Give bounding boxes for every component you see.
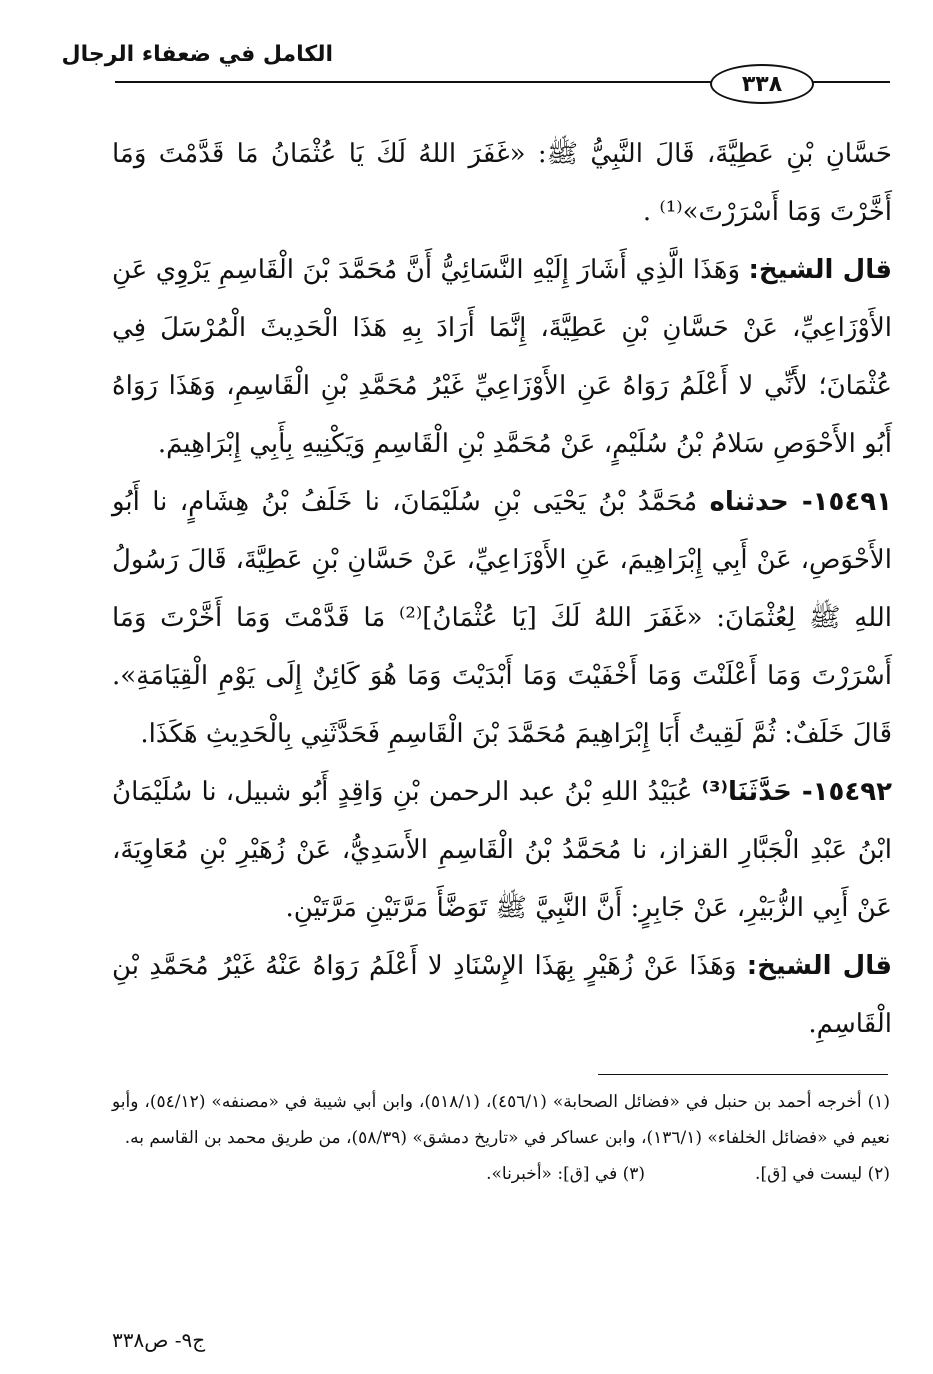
volume-page-marker: ج٩- ص٣٣٨ [112,1328,206,1352]
hadith-15492 [112,763,892,937]
paragraph-2-text: وَهَذَا الَّذِي أَشَارَ إِلَيْهِ النَّسَائِيُّ أَنَّ مُحَمَّدَ بْنَ الْقَاسِمِ يَرْوِي عَنِ الأَوْزَاعِيِّ، عَنْ حَسَّانِ بْنِ عَطِيَّةَ، إِنَّمَا أَرَادَ بِهِ هَذَا الْحَدِيثَ الْمُرْسَلَ فِي عُثْمَانَ؛ لأَنِّي لا أَعْلَمُ رَوَاهُ عَنِ الأَوْزَاعِيِّ غَيْرُ مُحَمَّدِ بْنِ الْقَاسِمِ، وَهَذَا رَوَاهُ أَبُو الأَحْوَصِ سَلامُ بْنُ سُلَيْمٍ، عَنْ مُحَمَّدِ بْنِ الْقَاسِمِ وَيَكْنِيهِ بِأَبِي إِبْرَاهِيمَ. [112,255,892,459]
paragraph-2 [112,241,892,473]
hadith-15491-text: مُحَمَّدُ بْنُ يَحْيَى بْنِ سُلَيْمَانَ، نا خَلَفُ بْنُ هِشَامٍ، نا أَبُو الأَحْوَصِ، عَنْ أَبِي إِبْرَاهِيمَ، عَنِ الأَوْزَاعِيِّ، عَنْ حَسَّانِ بْنِ عَطِيَّةَ، قَالَ رَسُولُ اللهِ ﷺ لِعُثْمَانَ: «غَفَرَ اللهُ لَكَ [يَا عُثْمَانُ]⁽²⁾ مَا قَدَّمْتَ وَمَا أَخَّرْتَ وَمَا أَسْرَرْتَ وَمَا أَعْلَنْتَ وَمَا أَخْفَيْتَ وَمَا أَبْدَيْتَ وَمَا هُوَ كَائِنٌ إِلَى يَوْمِ الْقِيَامَةِ». قَالَ خَلَفٌ: ثُمَّ لَقِيتُ أَبَا إِبْرَاهِيمَ مُحَمَّدَ بْنَ الْقَاسِمِ فَحَدَّثَنِي بِالْحَدِيثِ هَكَذَا. [112,487,892,749]
hadith-number: ١٥٤٩١- حدثناه [709,487,892,517]
hadith-15492-text: عُبَيْدُ اللهِ بْنُ عبد الرحمن بْنِ وَاقِدٍ أَبُو شبيل، نا سُلَيْمَانُ ابْنُ عَبْدِ الْجَبَّارِ القزاز، نا مُحَمَّدُ بْنُ الْقَاسِمِ الأَسَدِيُّ، عَنْ زُهَيْرِ بْنِ مُعَاوِيَةَ، عَنْ أَبِي الزُّبَيْرِ، عَنْ جَابِرٍ: أَنَّ النَّبِيَّ ﷺ تَوَضَّأَ مَرَّتَيْنِ مَرَّتَيْنِ. [112,777,892,923]
footnote-2: (٢) ليست في [ق]. [755,1164,890,1184]
running-title: الكامل في ضعفاء الرجال [61,42,333,67]
footnote-3: (٣) في [ق]: «أخبرنا». [486,1164,646,1184]
main-text [112,125,892,1053]
footnotes [112,1084,890,1192]
paragraph-5-text: وَهَذَا عَنْ زُهَيْرٍ بِهَذَا الإِسْنَادِ لا أَعْلَمُ رَوَاهُ عَنْهُ غَيْرُ مُحَمَّدِ بْنِ الْقَاسِمِ. [112,951,892,1039]
footnote-row [112,1156,890,1192]
footnote-separator [598,1074,888,1075]
page-number: ٣٣٨ [710,64,814,104]
paragraph-5 [112,937,892,1053]
paragraph-1: حَسَّانِ بْنِ عَطِيَّةَ، قَالَ النَّبِيُّ ﷺ: «غَفَرَ اللهُ لَكَ يَا عُثْمَانُ مَا قَدَّمْتَ وَمَا أَخَّرْتَ وَمَا أَسْرَرْتَ»⁽¹⁾ . [112,139,892,227]
speaker-label: قال الشيخ: [746,951,892,981]
footnote-1: (١) أخرجه أحمد بن حنبل في «فضائل الصحابة» (٤٥٦/١)، (٥١٨/١)، وابن أبي شيبة في «مصنفه» (٥٤/١٢)، وأبو نعيم في «فضائل الخلفاء» (١٣٦/١)، وابن عساكر في «تاريخ دمشق» (٥٨/٣٩)، من طريق محمد بن القاسم به. [112,1092,891,1148]
hadith-15491 [112,473,892,763]
speaker-label: قال الشيخ: [748,255,892,285]
hadith-number: ١٥٤٩٢- حَدَّثَنَا⁽³⁾ [701,777,893,807]
